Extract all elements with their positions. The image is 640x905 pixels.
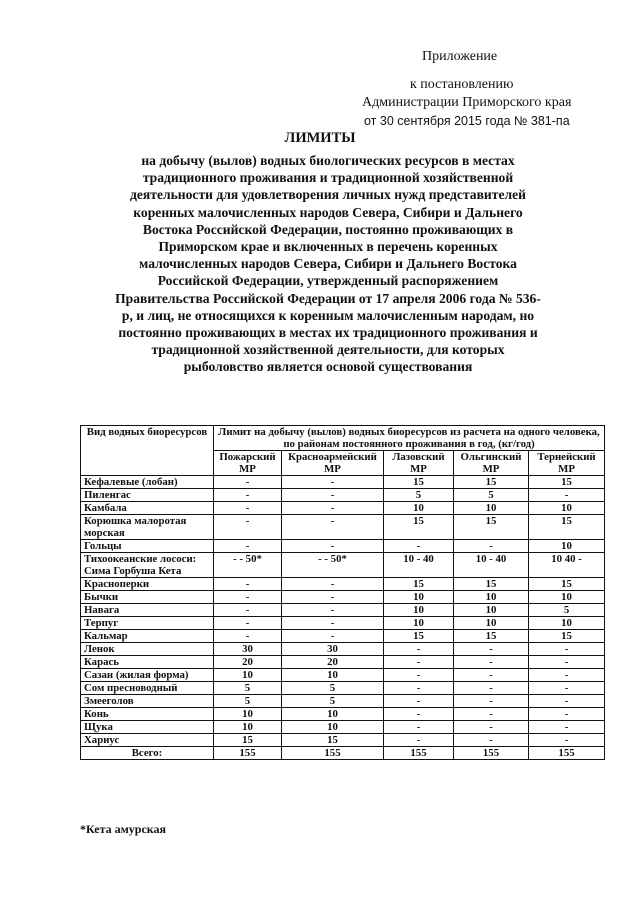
table-row: [81, 617, 605, 630]
appendix-administration: Администрации Приморского края: [362, 95, 572, 110]
species-name: Навага: [81, 604, 214, 617]
table-row: [81, 489, 605, 502]
limit-value: 10: [384, 502, 454, 515]
limit-value: -: [214, 591, 282, 604]
limit-value: 5: [214, 682, 282, 695]
total-value: 155: [282, 747, 384, 760]
table-row: [81, 515, 605, 540]
limit-value: 10: [384, 617, 454, 630]
species-name: Тихоокеанские лососи: Сима Горбуша Кета: [81, 553, 214, 578]
limit-value: 10: [454, 617, 529, 630]
table-row: [81, 695, 605, 708]
table-row: [81, 643, 605, 656]
limit-value: -: [454, 669, 529, 682]
limit-value: -: [282, 630, 384, 643]
limit-value: -: [529, 682, 605, 695]
species-name: Конь: [81, 708, 214, 721]
total-value: 155: [454, 747, 529, 760]
table-row: [81, 540, 605, 553]
limit-value: 5: [454, 489, 529, 502]
footnote: *Кета амурская: [80, 822, 167, 836]
limit-value: -: [454, 682, 529, 695]
table-row: [81, 553, 605, 578]
limit-value: -: [282, 489, 384, 502]
table-row: [81, 708, 605, 721]
total-label: Всего:: [81, 747, 214, 760]
limits-table-body: [81, 476, 605, 760]
limit-value: -: [529, 734, 605, 747]
limit-value: 10: [529, 540, 605, 553]
limit-value: 5: [282, 682, 384, 695]
species-name: Змееголов: [81, 695, 214, 708]
limit-value: 10: [282, 708, 384, 721]
limit-value: 10 40 -: [529, 553, 605, 578]
limit-value: -: [214, 630, 282, 643]
limit-value: 10 - 40: [454, 553, 529, 578]
table-row: [81, 734, 605, 747]
appendix-title: Приложение: [422, 49, 498, 64]
limit-value: 15: [384, 578, 454, 591]
limit-value: -: [282, 604, 384, 617]
limit-value: 15: [214, 734, 282, 747]
limit-value: -: [282, 476, 384, 489]
limit-value: -: [384, 721, 454, 734]
limit-value: -: [454, 656, 529, 669]
document-title: ЛИМИТЫ: [284, 130, 356, 146]
limit-value: -: [529, 721, 605, 734]
species-name: Красноперки: [81, 578, 214, 591]
limit-value: -: [384, 669, 454, 682]
limit-value: -: [214, 489, 282, 502]
appendix-resolution: к постановлению: [410, 77, 514, 92]
limit-value: -: [384, 708, 454, 721]
appendix-block: [362, 48, 632, 130]
limit-value: -: [214, 502, 282, 515]
limit-value: -: [282, 502, 384, 515]
limit-value: 15: [282, 734, 384, 747]
limit-value: -: [529, 643, 605, 656]
total-value: 155: [214, 747, 282, 760]
limit-value: 10 - 40: [384, 553, 454, 578]
limit-value: -: [529, 708, 605, 721]
limit-value: -: [384, 656, 454, 669]
total-value: 155: [529, 747, 605, 760]
limit-value: 10: [282, 721, 384, 734]
limits-table: [80, 425, 605, 760]
limit-header: Лимит на добычу (вылов) водных биоресурсов из расчета на одного человека, по районам постоянного проживания в год, (кг/год): [214, 426, 605, 451]
limit-value: 30: [282, 643, 384, 656]
table-row: [81, 669, 605, 682]
limit-value: 15: [529, 515, 605, 540]
limit-value: 15: [529, 630, 605, 643]
limit-value: -: [454, 708, 529, 721]
limit-value: 5: [282, 695, 384, 708]
limit-value: -: [384, 643, 454, 656]
limit-value: 15: [454, 476, 529, 489]
limit-value: -: [384, 734, 454, 747]
species-header: Вид водных биоресурсов: [81, 426, 214, 476]
limit-value: -: [214, 604, 282, 617]
limit-value: 15: [529, 578, 605, 591]
table-row: [81, 604, 605, 617]
species-name: Карась: [81, 656, 214, 669]
limit-value: -: [454, 540, 529, 553]
limit-value: 20: [214, 656, 282, 669]
limit-value: 15: [384, 476, 454, 489]
limit-value: -: [214, 515, 282, 540]
limit-value: -: [214, 617, 282, 630]
limit-value: -: [214, 540, 282, 553]
species-name: Терпуг: [81, 617, 214, 630]
limit-value: 10: [282, 669, 384, 682]
document-subtitle: на добычу (вылов) водных биологических ресурсов в местах традиционного проживания и традиционной хозяйственной деятельности для удовлетворения личных нужд представителей коренных малочисленных народов Севера, Сибири и Дальнего Востока Российской Федерации, постоянно проживающих в Приморском крае и включенных в перечень коренных малочисленных народов Севера, Сибири и Дальнего Востока Российской Федерации, утвержденный распоряжением Правительства Российской Федерации от 17 апреля 2006 года № 536-р, и лиц, не относящихся к коренным малочисленным народам, но постоянно проживающих в местах их традиционного проживания и традиционной хозяйственной деятельности, для которых рыболовство является основой существования: [115, 153, 541, 375]
limit-value: 10: [529, 617, 605, 630]
limit-value: -: [529, 489, 605, 502]
species-name: Кальмар: [81, 630, 214, 643]
limit-value: 10: [454, 591, 529, 604]
district-header: Лазовский МР: [384, 451, 454, 476]
table-row: [81, 591, 605, 604]
limit-value: -: [529, 669, 605, 682]
species-name: Корюшка малоротая морская: [81, 515, 214, 540]
limit-value: 15: [454, 630, 529, 643]
limit-value: 10: [529, 502, 605, 515]
limit-value: 10: [384, 591, 454, 604]
limit-value: 30: [214, 643, 282, 656]
table-row: [81, 656, 605, 669]
limit-value: 15: [384, 630, 454, 643]
limit-value: 10: [384, 604, 454, 617]
table-row: [81, 578, 605, 591]
limit-value: -: [384, 682, 454, 695]
district-header: Ольгинский МР: [454, 451, 529, 476]
limit-value: -: [529, 695, 605, 708]
limit-value: 10: [454, 604, 529, 617]
district-header: Тернейский МР: [529, 451, 605, 476]
limit-value: 15: [384, 515, 454, 540]
species-name: Кефалевые (лобан): [81, 476, 214, 489]
limit-value: -: [454, 695, 529, 708]
limit-value: 5: [529, 604, 605, 617]
limit-value: 10: [214, 708, 282, 721]
limit-value: -: [282, 515, 384, 540]
limit-value: -: [454, 643, 529, 656]
limit-value: - - 50*: [214, 553, 282, 578]
appendix-date: от 30 сентября 2015 года № 381-па: [364, 114, 570, 128]
table-row: [81, 721, 605, 734]
species-name: Пиленгас: [81, 489, 214, 502]
table-row: [81, 476, 605, 489]
limit-value: -: [214, 476, 282, 489]
district-header: Красноармейский МР: [282, 451, 384, 476]
limit-value: -: [384, 695, 454, 708]
total-value: 155: [384, 747, 454, 760]
limit-value: -: [454, 721, 529, 734]
species-name: Сом пресноводный: [81, 682, 214, 695]
limit-value: -: [282, 591, 384, 604]
limit-value: 5: [384, 489, 454, 502]
table-row: [81, 682, 605, 695]
limit-value: 10: [529, 591, 605, 604]
limit-value: 10: [214, 669, 282, 682]
limit-value: -: [384, 540, 454, 553]
limit-value: 15: [454, 578, 529, 591]
totals-row: [81, 747, 605, 760]
limit-value: -: [282, 578, 384, 591]
species-name: Камбала: [81, 502, 214, 515]
limit-value: 10: [454, 502, 529, 515]
limit-value: -: [529, 656, 605, 669]
limit-value: 20: [282, 656, 384, 669]
limit-value: 10: [214, 721, 282, 734]
limit-value: -: [454, 734, 529, 747]
limit-value: -: [282, 540, 384, 553]
species-name: Хариус: [81, 734, 214, 747]
limit-value: - - 50*: [282, 553, 384, 578]
limit-value: 15: [529, 476, 605, 489]
district-header: Пожарский МР: [214, 451, 282, 476]
species-name: Щука: [81, 721, 214, 734]
limit-value: -: [282, 617, 384, 630]
species-name: Гольцы: [81, 540, 214, 553]
table-row: [81, 630, 605, 643]
species-name: Ленок: [81, 643, 214, 656]
species-name: Бычки: [81, 591, 214, 604]
limit-value: 15: [454, 515, 529, 540]
species-name: Сазан (жилая форма): [81, 669, 214, 682]
limit-value: -: [214, 578, 282, 591]
table-row: [81, 502, 605, 515]
limit-value: 5: [214, 695, 282, 708]
